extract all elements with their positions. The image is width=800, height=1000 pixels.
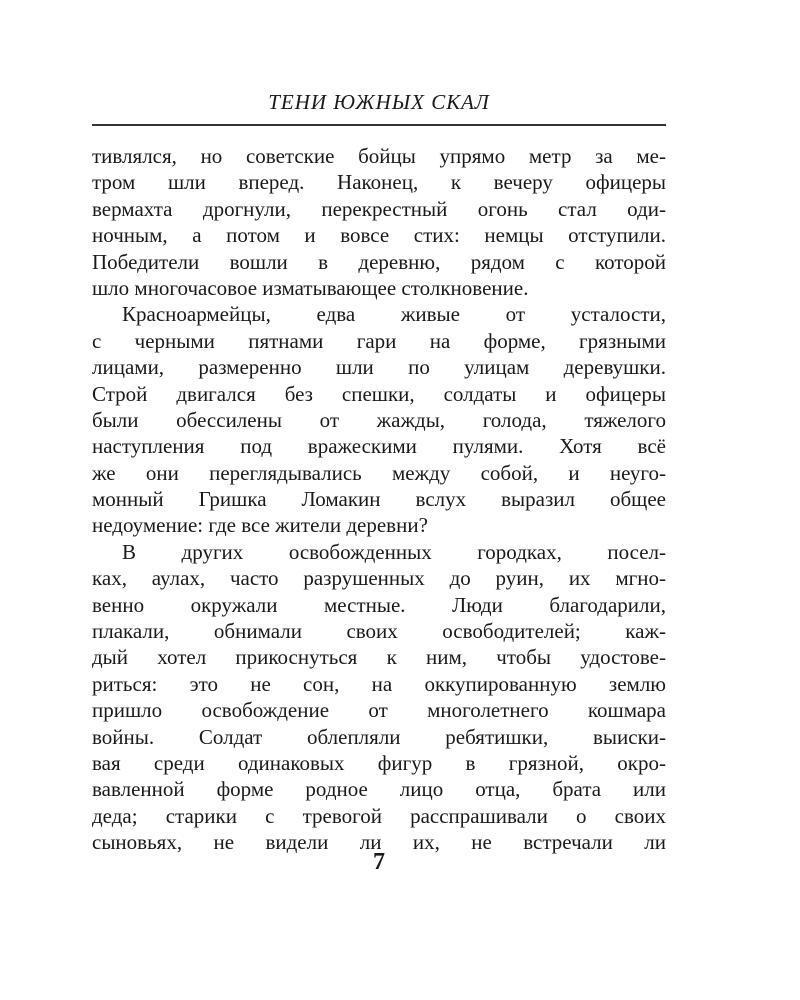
text-line: тром шли вперед. Наконец, к вечеру офицеры xyxy=(92,170,666,195)
paragraph-2 xyxy=(92,301,666,539)
text-line: Победители вошли в деревню, рядом с которой xyxy=(92,249,666,274)
text-line: войны. Солдат облепляли ребятишки, выиски- xyxy=(92,724,666,749)
text-line: ночным, а потом и вовсе стих: немцы отступили. xyxy=(92,223,666,248)
text-line: риться: это не сон, на оккупированную землю xyxy=(92,671,666,696)
text-line: наступления под вражескими пулями. Хотя всё xyxy=(92,434,666,459)
text-line: сыновьях, не видели ли их, не встречали ли xyxy=(92,830,666,855)
text-line: плакали, обнимали своих освободителей; каж- xyxy=(92,619,666,644)
text-line: были обессилены от жажды, голода, тяжелого xyxy=(92,407,666,432)
text-line: Строй двигался без спешки, солдаты и офицеры xyxy=(92,381,666,406)
body-text xyxy=(92,143,666,856)
text-line: шло многочасовое изматывающее столкновение. xyxy=(92,275,529,300)
text-line: вермахта дрогнули, перекрестный огонь стал оди- xyxy=(92,196,666,221)
text-line: монный Гришка Ломакин вслух выразил общее xyxy=(92,487,666,512)
header-rule xyxy=(92,124,666,126)
running-header: ТЕНИ ЮЖНЫХ СКАЛ xyxy=(268,90,490,114)
paragraph-1 xyxy=(92,143,666,301)
text-line: венно окружали местные. Люди благодарили, xyxy=(92,592,666,617)
text-line: недоумение: где все жители деревни? xyxy=(92,513,428,538)
text-line: лицами, размеренно шли по улицам деревушки. xyxy=(92,355,666,380)
text-line: вавленной форме родное лицо отца, брата или xyxy=(92,777,666,802)
text-line: пришло освобождение от многолетнего кошмара xyxy=(92,698,666,723)
page-number: 7 xyxy=(373,849,385,875)
text-line: вая среди одинаковых фигур в грязной, окро- xyxy=(92,750,666,775)
text-line: ках, аулах, часто разрушенных до руин, их мгно- xyxy=(92,566,666,591)
text-line: В других освобожденных городках, посел- xyxy=(122,539,666,564)
text-line: с черными пятнами гари на форме, грязными xyxy=(92,328,666,353)
text-line: Красноармейцы, едва живые от усталости, xyxy=(122,302,666,327)
text-line: тивлялся, но советские бойцы упрямо метр за ме- xyxy=(92,144,666,168)
text-line: же они переглядывались между собой, и неуго- xyxy=(92,460,666,485)
text-line: дый хотел прикоснуться к ним, чтобы удостове- xyxy=(92,645,666,670)
text-line: деда; старики с тревогой расспрашивали о своих xyxy=(92,803,666,828)
paragraph-3 xyxy=(92,539,666,856)
